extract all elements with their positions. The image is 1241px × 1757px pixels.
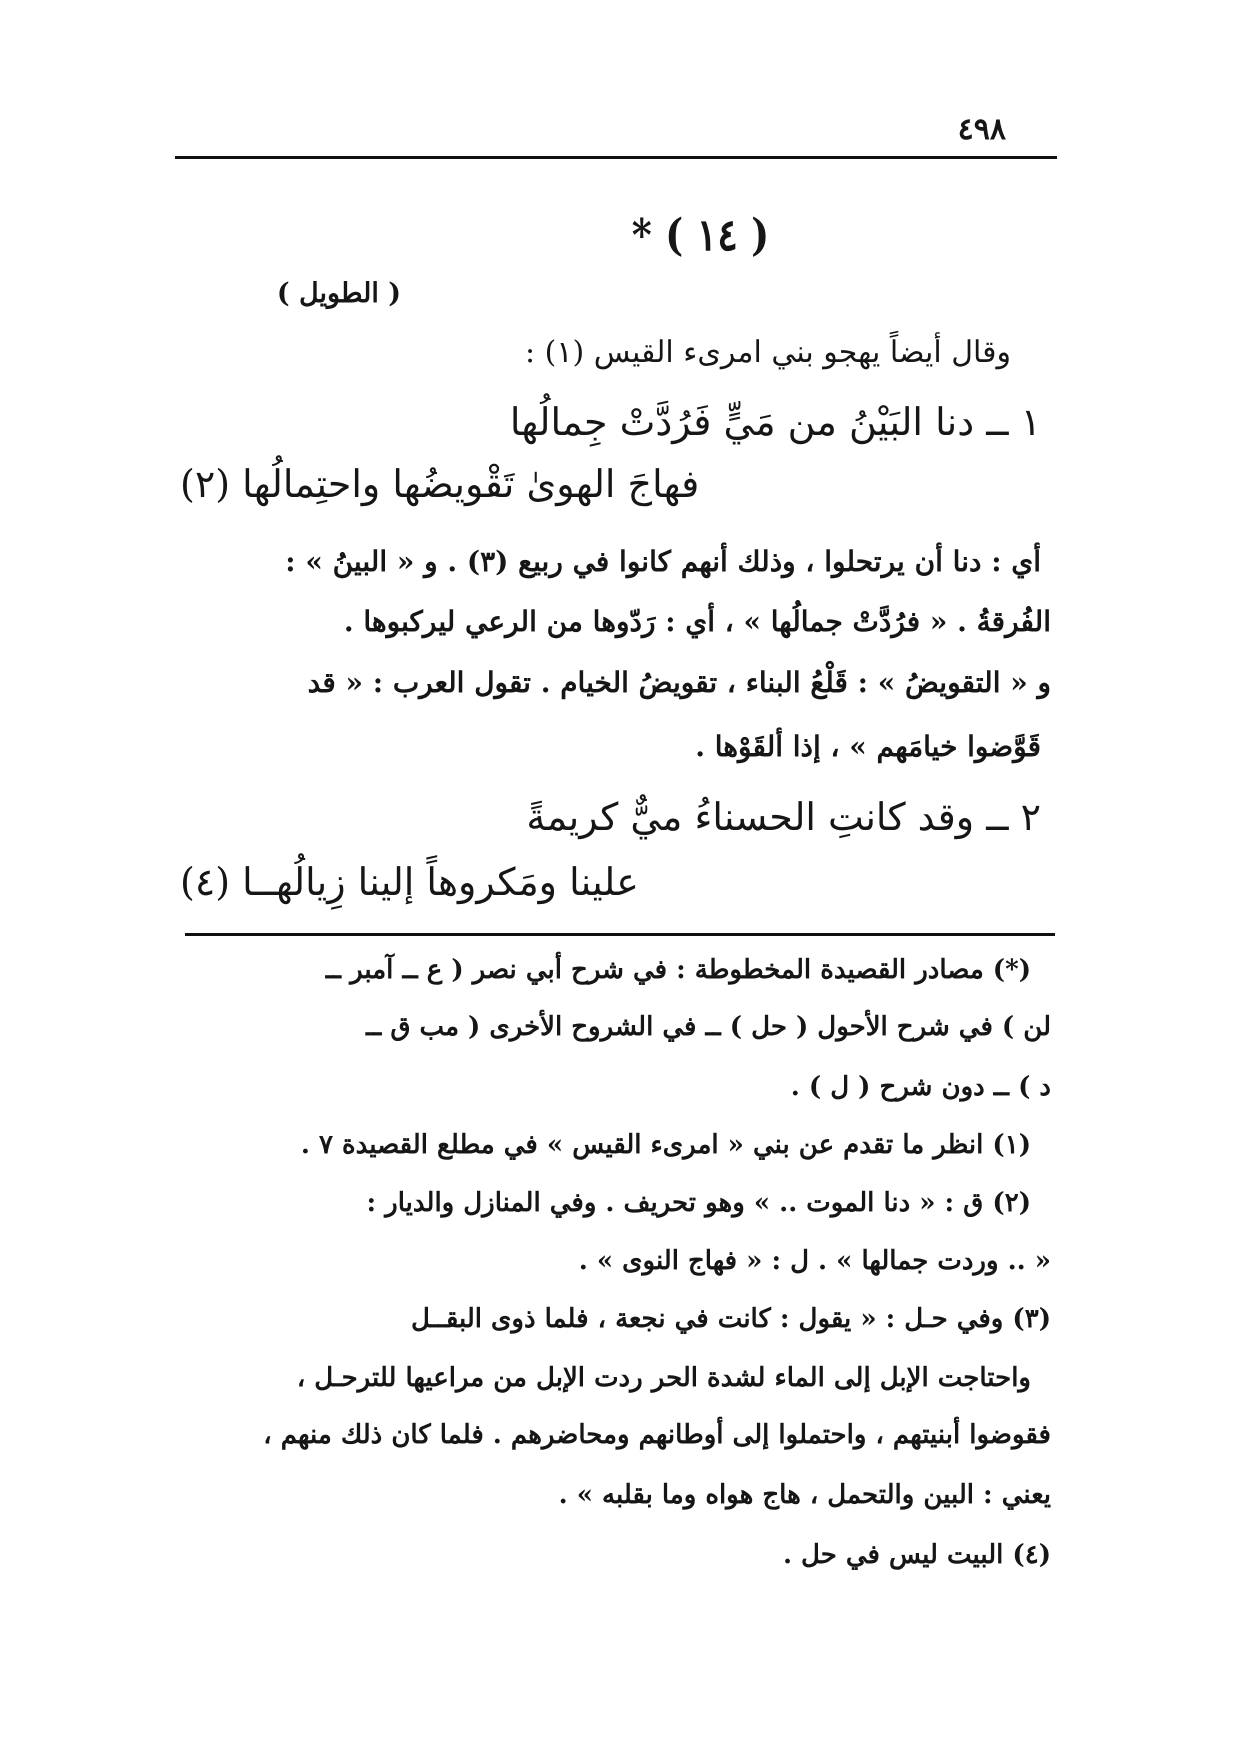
commentary-line: و « التقويضُ » : قَلْعُ البناء ، تقويضُ الخيام . تقول العرب : « قد bbox=[307, 666, 1051, 699]
commentary-line: الفُرقةُ . « فرُدَّتْ جمالُها » ، أي : رَدّوها من الرعي ليركبوها . bbox=[343, 605, 1051, 638]
footnote-rule bbox=[185, 933, 1055, 936]
verse-2-first-hemistich: ٢ ــ وقد كانتِ الحسناءُ ميٌّ كريمةً bbox=[526, 795, 1041, 839]
footnote-line: واحتاجت الإبل إلى الماء لشدة الحر ردت الإبل من مراعيها للترحـل ، bbox=[296, 1363, 1031, 1393]
footnote-line: (*) مصادر القصيدة المخطوطة : في شرح أبي نصر ( ع ــ آمبر ــ bbox=[325, 955, 1031, 985]
poem-intro: وقال أيضاً يهجو بني امرىء القيس (١) : bbox=[525, 335, 1011, 370]
footnote-line: فقوضوا أبنيتهم ، واحتملوا إلى أوطانهم ومحاضرهم . فلما كان ذلك منهم ، bbox=[263, 1420, 1051, 1450]
commentary-line: أي : دنا أن يرتحلوا ، وذلك أنهم كانوا في ربيع (٣) . و « البينُ » : bbox=[285, 545, 1041, 578]
footnote-line: (١) انظر ما تقدم عن بني « امرىء القيس » في مطلع القصيدة ٧ . bbox=[300, 1130, 1031, 1160]
footnote-line: « .. وردت جمالها » . ل : « فهاج النوى » . bbox=[578, 1246, 1051, 1276]
verse-2-second-hemistich: علينا ومَكروهاً إلينا زِيالُهــا (٤) bbox=[180, 860, 639, 904]
commentary-line: قَوَّضوا خيامَهم » ، إذا ألقَوْها . bbox=[695, 730, 1041, 763]
footnote-line: (٤) البيت ليس في حل . bbox=[782, 1540, 1051, 1570]
verse-1-first-hemistich: ١ ــ دنا البَيْنُ من مَيٍّ فَرُدَّتْ جِمالُها bbox=[509, 400, 1041, 444]
footnote-line: لن ) في شرح الأحول ( حل ) ــ في الشروح الأخرى ( مب ق ــ bbox=[366, 1012, 1051, 1042]
footnote-line: يعني : البين والتحمل ، هاج هواه وما بقلبه » . bbox=[558, 1480, 1051, 1510]
footnote-line: د ) ــ دون شرح ( ل ) . bbox=[790, 1072, 1051, 1102]
header-rule bbox=[175, 156, 1057, 159]
poem-number: ( ١٤ ) * bbox=[631, 210, 770, 261]
page-number: ٤٩٨ bbox=[957, 112, 1006, 147]
footnote-line: (٣) وفي حـل : « يقول : كانت في نجعة ، فلما ذوى البقــل bbox=[410, 1304, 1051, 1334]
verse-1-second-hemistich: فهاجَ الهوىٰ تَقْويضُها واحتِمالُها (٢) bbox=[180, 462, 700, 506]
poem-meter: ( الطويل ) bbox=[276, 278, 401, 309]
footnote-line: (٢) ق : « دنا الموت .. » وهو تحريف . وفي المنازل والديار : bbox=[366, 1188, 1031, 1218]
